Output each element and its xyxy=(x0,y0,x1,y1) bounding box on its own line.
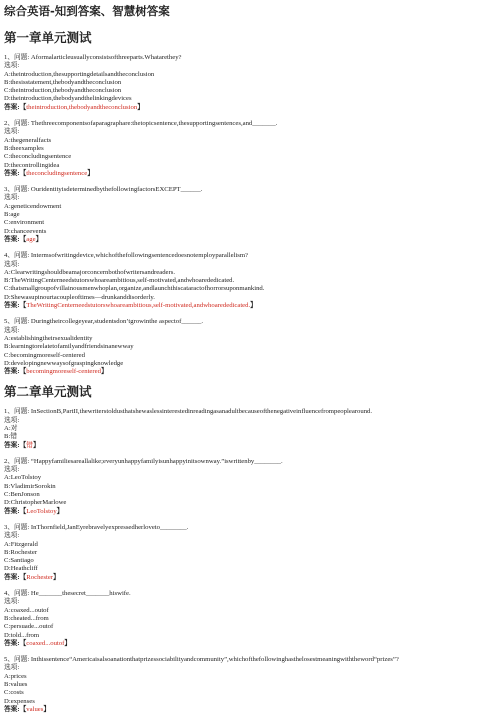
question-block xyxy=(4,656,496,714)
option-item: C:BenJonson xyxy=(4,491,40,499)
chapter-title: 第二章单元测试 xyxy=(4,384,92,400)
option-item: C:becomingmoreself-centered xyxy=(4,351,85,359)
answer-value: becomingmoreself-centered xyxy=(26,368,101,376)
option-item: D:developingnewwaysofgraspingknowledge xyxy=(4,359,124,367)
question-block xyxy=(4,458,496,516)
answer-prefix: 答案:【 xyxy=(4,573,27,581)
option-item: C:theconcludingsentence xyxy=(4,153,72,161)
chapter-section xyxy=(4,30,496,376)
option-item: A:Fitzgerald xyxy=(4,540,38,548)
option-item: C:Santiago xyxy=(4,557,34,565)
question-text: 5、问题: Duringtheircollegeyear,studentsdon’tgrowinthe aspectof______. xyxy=(4,318,204,326)
question-block xyxy=(4,524,496,582)
option-item: B:theexamples xyxy=(4,144,44,152)
chapter-title: 第一章单元测试 xyxy=(4,30,92,45)
question-text: 1、问题: InSectionB,PartII,thewriterstoldusthatshewaslessinterestedinreadingasanadultbecauseofthenegativeinfluencefrompeoplearound. xyxy=(4,408,373,416)
option-item: D:theintroduction,thebodyandthelinkingdevices xyxy=(4,95,132,103)
question-block xyxy=(4,408,496,449)
option-item: D:expenses xyxy=(4,697,35,705)
option-item: C:costs xyxy=(4,689,24,697)
options-label: 选项: xyxy=(4,194,20,202)
option-item: B:learningtorelatetofamilyandfriendsinanewway xyxy=(4,343,134,351)
option-item: D:ChristopherMarlowe xyxy=(4,499,67,507)
option-item: D:told...from xyxy=(4,631,40,639)
option-item: B:VladimirSorokin xyxy=(4,482,56,490)
option-item: B:Rochester xyxy=(4,548,38,556)
question-block xyxy=(4,590,496,648)
answer-prefix: 答案:【 xyxy=(4,103,27,111)
options-label: 选项: xyxy=(4,664,20,672)
option-item: A:prices xyxy=(4,672,27,680)
answer-suffix: 】 xyxy=(137,103,144,111)
option-item: C:theintroduction,thebodyandtheconclusion xyxy=(4,87,122,95)
answer-suffix: 】 xyxy=(64,639,72,647)
answer-suffix: 】 xyxy=(35,235,43,243)
option-item: D:Heathcliff xyxy=(4,565,38,573)
question-block xyxy=(4,252,496,310)
answer-suffix: 】 xyxy=(56,507,64,515)
question-text: 3、问题: InThornfield,JanEyrebravelyexpressedherloveto________. xyxy=(4,523,189,531)
answer-line xyxy=(4,640,496,648)
answer-prefix: 答案:【 xyxy=(4,507,27,515)
answer-prefix: 答案:【 xyxy=(4,639,27,647)
option-item: B:TheWritingCenterneedstutorswhoareambitious,self-motivated,andwhoarededicated. xyxy=(4,277,235,285)
option-item: B:cheated...from xyxy=(4,614,49,622)
answer-suffix: 】 xyxy=(87,169,94,177)
question-text: 3、问题: OuridentityisdeterminedbythefollowingfactorsEXCEPT______. xyxy=(4,186,203,194)
question-text: 2、问题: Thethreecomponentsofaparagraphare:thetopicsentence,thesupportingsentences,and_______. xyxy=(4,120,278,128)
answer-line xyxy=(4,236,496,244)
option-item: A:theintroduction,thesupportingdetailsandtheconclusion xyxy=(4,70,155,78)
options-label: 选项: xyxy=(4,466,20,474)
answer-line xyxy=(4,706,496,714)
option-item: A:establishingtheirsexualidentity xyxy=(4,334,93,342)
answer-prefix: 答案:【 xyxy=(4,705,27,713)
answer-suffix: 】 xyxy=(250,302,257,310)
answer-line xyxy=(4,508,496,516)
question-text: 4、问题: He_______thesecret_______hiswife. xyxy=(4,590,131,598)
answer-prefix: 答案:【 xyxy=(4,169,27,177)
question-text: 1、问题: Aformalarticleusuallyconsistsofthreeparts.Whatarethey? xyxy=(4,54,182,61)
options-label: 选项: xyxy=(4,326,20,334)
answer-value: LeoTolstoy xyxy=(26,507,57,515)
answer-value: coaxed...outof xyxy=(26,639,65,647)
answer-line xyxy=(4,368,496,376)
options-label: 选项: xyxy=(4,128,20,136)
chapters-container xyxy=(4,30,496,714)
question-text: 4、问题: Intermsofwritingdevice,whichofthefollowingsentencedoesnotemployparallelism? xyxy=(4,252,249,260)
answer-value: TheWritingCenterneedstutorswhoareambitious,self-motivated,andwhoarededicated. xyxy=(26,302,251,310)
answer-suffix: 】 xyxy=(32,441,40,449)
option-item: A:coaxed...outof xyxy=(4,606,49,614)
answer-value: theintroduction,thebodyandtheconclusion xyxy=(26,103,138,111)
answer-value: Rochester xyxy=(26,573,54,581)
chapter-section xyxy=(4,384,496,714)
options-label: 选项: xyxy=(4,260,20,268)
answer-line xyxy=(4,574,496,582)
options-label: 选项: xyxy=(4,532,20,540)
option-item: A:LeoTolstoy xyxy=(4,474,42,482)
answer-line xyxy=(4,302,496,310)
option-item: A:对 xyxy=(4,424,18,432)
document-title: 综合英语-知到答案、智慧树答案 xyxy=(4,4,170,18)
options-label: 选项: xyxy=(4,62,20,70)
answer-line xyxy=(4,104,496,112)
option-item: B:错 xyxy=(4,433,18,441)
option-item: C:thatsmallgroupofvillainousmenwhoplan,organize,andlaunchthiscataractofhorrorsuponmankind. xyxy=(4,285,265,293)
answer-prefix: 答案:【 xyxy=(4,235,27,243)
answer-line xyxy=(4,170,496,178)
option-item: B:thesisstatement,thebodyandtheconclusion xyxy=(4,78,122,86)
answer-line xyxy=(4,442,496,450)
answer-value: theconcludingsentence xyxy=(26,169,88,177)
option-item: C:environment xyxy=(4,219,45,227)
option-item: D:thecontrollingidea xyxy=(4,161,60,169)
options-label: 选项: xyxy=(4,598,20,606)
option-item: B:age xyxy=(4,211,20,219)
option-item: A:thegeneralfacts xyxy=(4,136,52,144)
options-label: 选项: xyxy=(4,416,20,424)
answer-suffix: 】 xyxy=(43,705,51,713)
answer-suffix: 】 xyxy=(53,573,60,581)
answer-prefix: 答案:【 xyxy=(4,302,27,310)
question-block xyxy=(4,54,496,112)
question-text: 5、问题: Inthissentence“Americaisalsoanationthatprizessociabilityandcommunity”,whichofthefollowinghasthelosestmeaningwiththeword“prizes”? xyxy=(4,656,399,664)
question-block xyxy=(4,120,496,178)
option-item: D:chanceevents xyxy=(4,227,47,235)
answer-value: values xyxy=(26,705,44,713)
option-item: C:persuade...outof xyxy=(4,623,54,631)
answer-prefix: 答案:【 xyxy=(4,368,27,376)
option-item: A:geneticendowment xyxy=(4,202,62,210)
answer-value: age xyxy=(26,235,36,243)
answer-suffix: 】 xyxy=(100,368,108,376)
question-block xyxy=(4,186,496,244)
question-block xyxy=(4,318,496,376)
answer-value: 错 xyxy=(26,441,33,449)
option-item: A:Clearwritingshouldbeamajorconcernbothofwritersandreaders. xyxy=(4,268,176,276)
question-text: 2、问题: “Happyfamiliesareallalike;everyunhappyfamilyisunhappyinitsownway.”iswrittenby________. xyxy=(4,457,283,465)
option-item: D:Shewasupinourtacoupleoftimes—drunkanddisorderly. xyxy=(4,293,155,301)
answer-prefix: 答案:【 xyxy=(4,441,27,449)
option-item: B:values xyxy=(4,681,28,688)
